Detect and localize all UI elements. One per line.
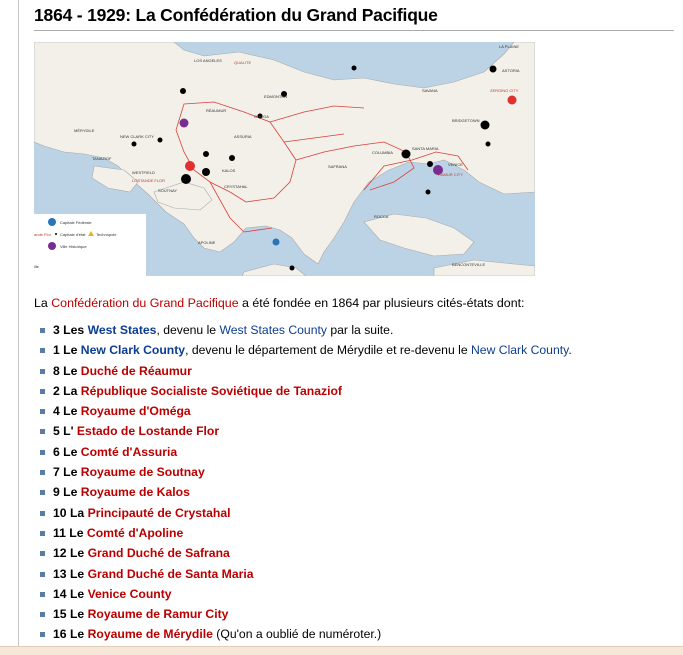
state-number: 13 bbox=[53, 566, 67, 581]
state-description-end: par la suite. bbox=[326, 323, 394, 337]
map-label: SAVANA bbox=[422, 88, 438, 93]
state-link[interactable]: Royaume d'Oméga bbox=[80, 404, 191, 419]
state-link[interactable]: West States bbox=[87, 323, 157, 337]
map-label: MÉRYDILE bbox=[74, 128, 95, 133]
city-dot bbox=[203, 151, 209, 157]
state-number: 5 bbox=[53, 424, 60, 439]
map-label: TANAZIOF bbox=[92, 156, 112, 161]
city-dot bbox=[181, 174, 191, 184]
map-label: CRYSTAHAL bbox=[224, 184, 248, 189]
state-number: 12 bbox=[53, 546, 67, 561]
state-article: La bbox=[69, 505, 85, 520]
state-list-item bbox=[40, 564, 572, 584]
map-label: LA PLAINE bbox=[499, 44, 520, 49]
state-link[interactable]: Principauté de Crystahal bbox=[87, 505, 231, 520]
confederation-map bbox=[34, 42, 535, 276]
map-legend bbox=[34, 214, 146, 276]
state-description: , devenu le bbox=[156, 323, 220, 337]
state-article: Le bbox=[63, 404, 78, 419]
legend-historic-icon bbox=[48, 242, 56, 250]
state-list-item bbox=[40, 320, 572, 340]
city-dot-red bbox=[185, 161, 195, 171]
state-article: Le bbox=[69, 627, 85, 642]
member-states-list bbox=[40, 320, 572, 645]
map-label: APOLINE bbox=[198, 240, 216, 245]
map-label: NEW CLARK CITY bbox=[120, 134, 155, 139]
city-dot bbox=[352, 66, 357, 71]
map-label: WESTFIELD bbox=[132, 170, 155, 175]
state-list-item bbox=[40, 503, 572, 523]
map-label: BRIDGETOWN bbox=[452, 118, 480, 123]
map-label: OMÉGA bbox=[254, 114, 269, 119]
city-dot bbox=[202, 168, 210, 176]
state-description: (Qu'on a oublié de numéroter.) bbox=[212, 627, 382, 642]
state-number: 8 bbox=[53, 363, 60, 378]
city-dot bbox=[402, 150, 411, 159]
map-label: VENICE bbox=[448, 162, 463, 167]
state-number: 3 bbox=[53, 323, 60, 337]
intro-suffix: a été fondée en 1864 par plusieurs cités-états dont: bbox=[238, 296, 525, 310]
map-label: KALOS bbox=[222, 168, 236, 173]
state-link[interactable]: Comté d'Apoline bbox=[86, 525, 184, 540]
state-article: Le bbox=[63, 444, 78, 459]
legend-historic-label: Ville Historique bbox=[60, 244, 87, 249]
map-label: LOSTANDE FLOR bbox=[132, 178, 166, 183]
state-article: Le bbox=[63, 363, 78, 378]
state-link[interactable]: Venice County bbox=[87, 586, 172, 601]
state-number: 15 bbox=[53, 607, 67, 622]
state-number: 4 bbox=[53, 404, 60, 419]
state-number: 11 bbox=[53, 525, 66, 540]
map-label: SOUTNAY bbox=[158, 188, 178, 193]
state-list-item bbox=[40, 421, 572, 441]
state-list-item bbox=[40, 543, 572, 563]
intro-paragraph bbox=[34, 296, 524, 310]
state-number: 16 bbox=[53, 627, 67, 642]
state-link[interactable]: Grand Duché de Safrana bbox=[87, 546, 230, 561]
state-description: , devenu le département de Mérydile et re-devenu le bbox=[185, 343, 471, 358]
section-heading: 1864 - 1929: La Confédération du Grand Pacifique bbox=[34, 5, 674, 31]
state-article: Le bbox=[63, 465, 78, 480]
map-label: SANTA MARIA bbox=[412, 146, 439, 151]
state-list-item bbox=[40, 361, 572, 381]
city-dot bbox=[486, 142, 491, 147]
state-article: Les bbox=[63, 323, 85, 337]
legend-fragment-left: ande Flor bbox=[34, 232, 51, 237]
state-number: 2 bbox=[53, 383, 60, 398]
city-dot-red bbox=[508, 96, 517, 105]
city-dot bbox=[490, 66, 497, 73]
state-list-item bbox=[40, 523, 572, 543]
legend-federal-label: Capitale Fédérale bbox=[60, 220, 92, 225]
map-label: ZEROING CITY bbox=[490, 88, 519, 93]
state-secondary-link[interactable]: New Clark County bbox=[471, 343, 569, 358]
city-dot bbox=[229, 155, 235, 161]
map-label: ASSURIA bbox=[234, 134, 252, 139]
state-number: 9 bbox=[53, 485, 60, 500]
federal-capital-dot bbox=[273, 239, 280, 246]
confederation-link[interactable]: Confédération du Grand Pacifique bbox=[51, 296, 239, 310]
page-left-border bbox=[18, 0, 19, 654]
state-link[interactable]: Royaume de Kalos bbox=[80, 485, 190, 500]
map-label: RAMUR CITY bbox=[438, 172, 463, 177]
state-article: Le bbox=[69, 566, 85, 581]
state-list-item bbox=[40, 482, 572, 502]
state-list-item bbox=[40, 604, 572, 624]
map-label: QUALITE bbox=[234, 60, 252, 65]
city-dot bbox=[132, 142, 137, 147]
state-article: La bbox=[63, 383, 78, 398]
city-dot bbox=[180, 88, 186, 94]
state-article: L' bbox=[63, 424, 74, 439]
city-dot bbox=[426, 190, 431, 195]
state-article: Le bbox=[69, 546, 85, 561]
state-article: Le bbox=[63, 343, 78, 358]
legend-state-capital-label: Capitale d'état bbox=[60, 232, 86, 237]
map-label: SAFRANA bbox=[328, 164, 347, 169]
state-link[interactable]: New Clark County bbox=[80, 343, 186, 358]
map-label: RÉAUMUR bbox=[206, 108, 227, 113]
legend-fragment-bottom: ille bbox=[34, 264, 39, 269]
city-dot bbox=[290, 266, 295, 271]
map-label: BENCONTEVILLE bbox=[452, 262, 486, 267]
state-number: 1 bbox=[53, 343, 60, 358]
state-list-item bbox=[40, 442, 572, 462]
map-label: EDMONTON bbox=[264, 94, 288, 99]
state-number: 10 bbox=[53, 505, 67, 520]
state-link[interactable]: Grand Duché de Santa Maria bbox=[87, 566, 254, 581]
state-description-end: . bbox=[568, 343, 572, 358]
state-list-item bbox=[40, 340, 572, 360]
state-list-item bbox=[40, 624, 572, 644]
map-label: ASTORIA bbox=[502, 68, 520, 73]
city-dot bbox=[427, 161, 433, 167]
state-list-item bbox=[40, 381, 572, 401]
legend-federal-icon bbox=[48, 218, 56, 226]
state-link[interactable]: Comté d'Assuria bbox=[80, 444, 178, 459]
state-number: 6 bbox=[53, 444, 60, 459]
map-label: COLUMBIA bbox=[372, 150, 393, 155]
state-link[interactable]: Estado de Lostande Flor bbox=[76, 424, 220, 439]
state-link[interactable]: Duché de Réaumur bbox=[80, 363, 192, 378]
state-number: 14 bbox=[53, 586, 67, 601]
state-list-item bbox=[40, 462, 572, 482]
state-link[interactable]: Royaume de Ramur City bbox=[87, 607, 229, 622]
state-article: Le bbox=[63, 485, 78, 500]
state-article: Le bbox=[69, 586, 85, 601]
state-article: Le bbox=[69, 607, 85, 622]
legend-state-capital-icon bbox=[55, 233, 57, 235]
state-number: 7 bbox=[53, 465, 60, 480]
map-label: ROCCA bbox=[374, 214, 389, 219]
state-article: Le bbox=[69, 525, 84, 540]
state-link[interactable]: République Socialiste Soviétique de Tanaziof bbox=[80, 383, 342, 398]
map-label: LOS ANGELES bbox=[194, 58, 222, 63]
intro-prefix: La bbox=[34, 296, 52, 310]
state-secondary-link[interactable]: West States County bbox=[219, 323, 327, 337]
state-link[interactable]: Royaume de Mérydile bbox=[87, 627, 213, 642]
state-list-item bbox=[40, 401, 572, 421]
historic-city-dot bbox=[180, 119, 189, 128]
city-dot bbox=[158, 138, 163, 143]
state-list-item bbox=[40, 584, 572, 604]
legend-technopole-label: Technopole bbox=[96, 232, 117, 237]
city-dot bbox=[481, 121, 490, 130]
state-link[interactable]: Royaume de Soutnay bbox=[80, 465, 205, 480]
